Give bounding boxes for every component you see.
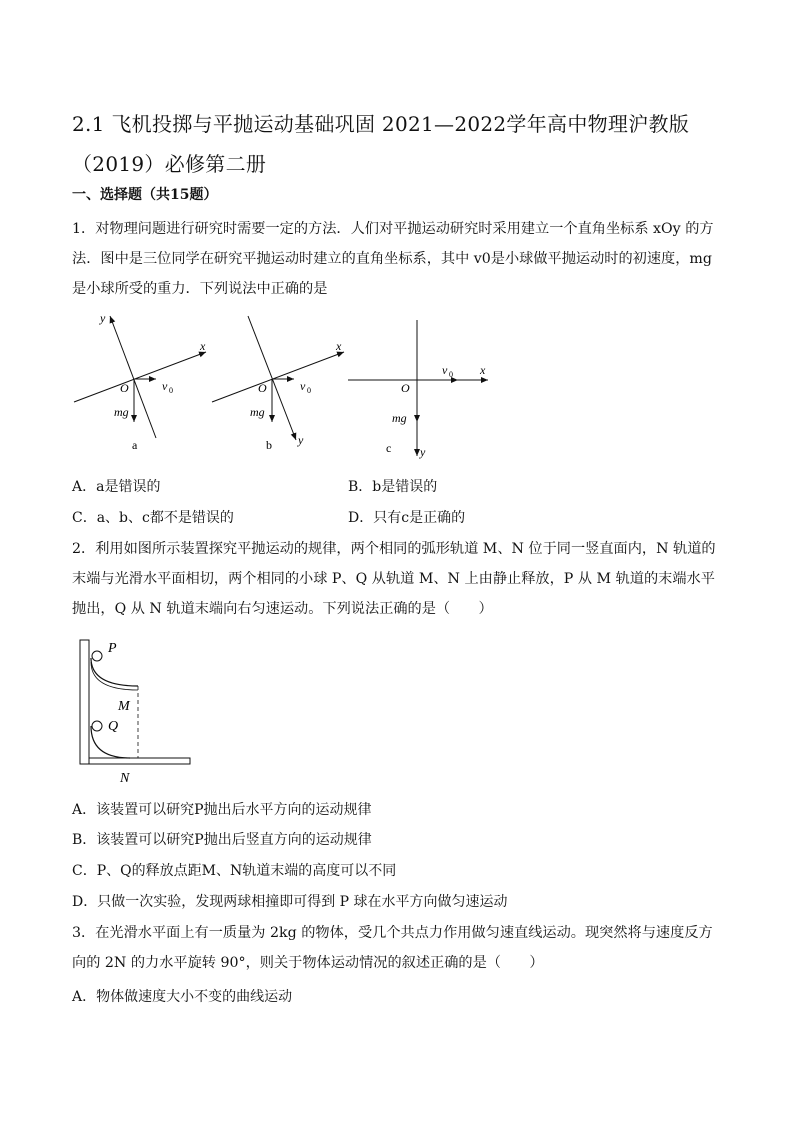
fig-b-v-sub: 0	[307, 386, 311, 395]
fig-c-x-label: x	[480, 363, 486, 377]
q2-option-c[interactable]: C．P、Q的释放点距M、N轨道末端的高度可以不同	[72, 863, 397, 879]
q1-option-a[interactable]: A．a是错误的	[72, 479, 161, 495]
fig-c-v-label: v	[442, 363, 448, 377]
fig-a-v-sub: 0	[169, 386, 173, 395]
fig-c-origin-label: O	[401, 381, 410, 395]
fig-b-y-label: y	[298, 433, 304, 447]
q1-option-d[interactable]: D．只有c是正确的	[348, 510, 466, 526]
q3-option-a[interactable]: A．物体做速度大小不变的曲线运动	[72, 989, 293, 1005]
fig-2-label-m: M	[118, 699, 130, 714]
fig-2-label-q: Q	[108, 719, 119, 734]
question-1-figure	[60, 306, 500, 466]
question-1-stem: 1．对物理问题进行研究时需要一定的方法．人们对平抛运动研究时采用建立一个直角坐标系 xOy 的方法．图中是三位同学在研究平抛运动时建立的直角坐标系，其中 v0是小球做平抛运动时的初速度，mg是小球所受的重力．下列说法中正确的是	[72, 221, 714, 297]
fig-b-x-label: x	[336, 339, 342, 353]
figure-b	[212, 316, 344, 452]
figure-a	[74, 311, 206, 452]
fig-c-mg-label: mg	[392, 411, 407, 425]
q2-option-b[interactable]: B．该装置可以研究P抛出后竖直方向的运动规律	[72, 832, 372, 848]
q1-option-b[interactable]: B．b是错误的	[348, 479, 438, 495]
section-heading: 一、选择题（共15题）	[72, 187, 218, 203]
question-3-stem: 3．在光滑水平面上有一质量为 2kg 的物体，受几个共点力作用做匀速直线运动。现突然将与速度反方向的 2N 的力水平旋转 90°，则关于物体运动情况的叙述正确的是（ ）	[72, 925, 713, 971]
fig-c-caption: c	[386, 441, 392, 455]
fig-a-mg-label: mg	[114, 405, 129, 419]
fig-2-label-n: N	[120, 771, 130, 786]
question-2-stem: 2．利用如图所示装置探究平抛运动的规律，两个相同的弧形轨道 M、N 位于同一竖直面内，N 轨道的末端与光滑水平面相切，两个相同的小球 P、Q 从轨道 M、N 上由静止释放，P 从 M 轨道的末端水平抛出，Q 从 N 轨道末端向右匀速运动。下列说法正确的是（ ）	[72, 541, 716, 617]
fig-c-y-label: y	[420, 445, 426, 459]
document-title: 2.1 飞机投掷与平抛运动基础巩固 2021—2022学年高中物理沪教版（2019）必修第二册	[72, 112, 690, 176]
fig-b-mg-label: mg	[250, 405, 265, 419]
fig-a-y-label: y	[100, 311, 106, 325]
q1-option-c[interactable]: C．a、b、c都不是错误的	[72, 510, 234, 526]
q2-option-d[interactable]: D．只做一次实验，发现两球相撞即可得到 P 球在水平方向做匀速运动	[72, 894, 508, 910]
fig-c-v-sub: 0	[449, 370, 453, 379]
fig-b-caption: b	[266, 438, 272, 452]
fig-a-origin-label: O	[120, 381, 129, 395]
fig-a-v-label: v	[162, 379, 168, 393]
question-2-figure	[78, 638, 198, 786]
q2-option-a[interactable]: A．该装置可以研究P抛出后水平方向的运动规律	[72, 802, 372, 818]
fig-2-label-p: P	[108, 641, 117, 656]
fig-b-origin-label: O	[258, 381, 267, 395]
fig-a-caption: a	[132, 438, 138, 452]
fig-a-x-label: x	[200, 339, 206, 353]
fig-b-v-label: v	[300, 379, 306, 393]
figure-c	[348, 320, 488, 459]
